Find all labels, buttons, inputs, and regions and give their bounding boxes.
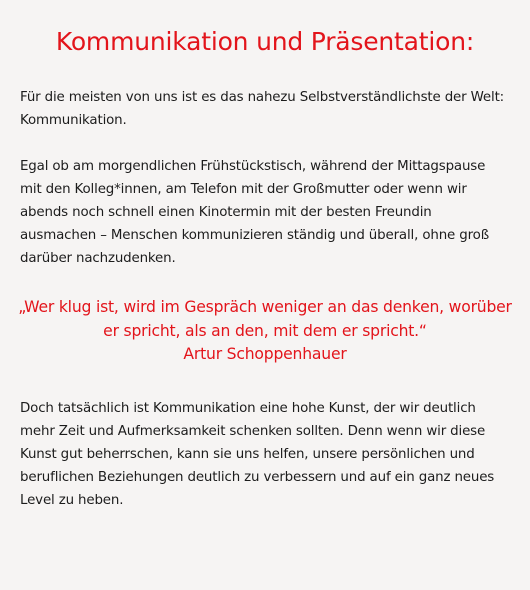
- examples-paragraph: Egal ob am morgendlichen Frühstückstisch, während der Mittagspause mit den Kolleg*innen, am Telefon mit der Großmutter oder wenn wir abends noch schnell einen Kinotermin mit der besten Freundin ausmachen – Menschen kommunizieren ständig und überall, ohne groß darüber nachzudenken.: [20, 159, 489, 266]
- quote-block: [16, 296, 514, 367]
- quote-author: Artur Schoppenhauer: [183, 345, 347, 363]
- conclusion-paragraph: Doch tatsächlich ist Kommunikation eine hohe Kunst, der wir deutlich mehr Zeit und Aufmerksamkeit schenken sollten. Denn wenn wir diese Kunst gut beherrschen, kann sie uns helfen, unsere persönlichen und beruflichen Beziehungen deutlich zu verbessern und auf ein ganz neues Level zu heben.: [20, 400, 495, 508]
- quote-text: „Wer klug ist, wird im Gespräch weniger an das denken, worüber er spricht, als an den, mit dem er spricht.“: [18, 298, 512, 340]
- intro-paragraph: Für die meisten von uns ist es das nahezu Selbstverständlichste der Welt: Kommunikation.: [20, 90, 505, 128]
- page-title: Kommunikation und Präsentation:: [55, 27, 475, 56]
